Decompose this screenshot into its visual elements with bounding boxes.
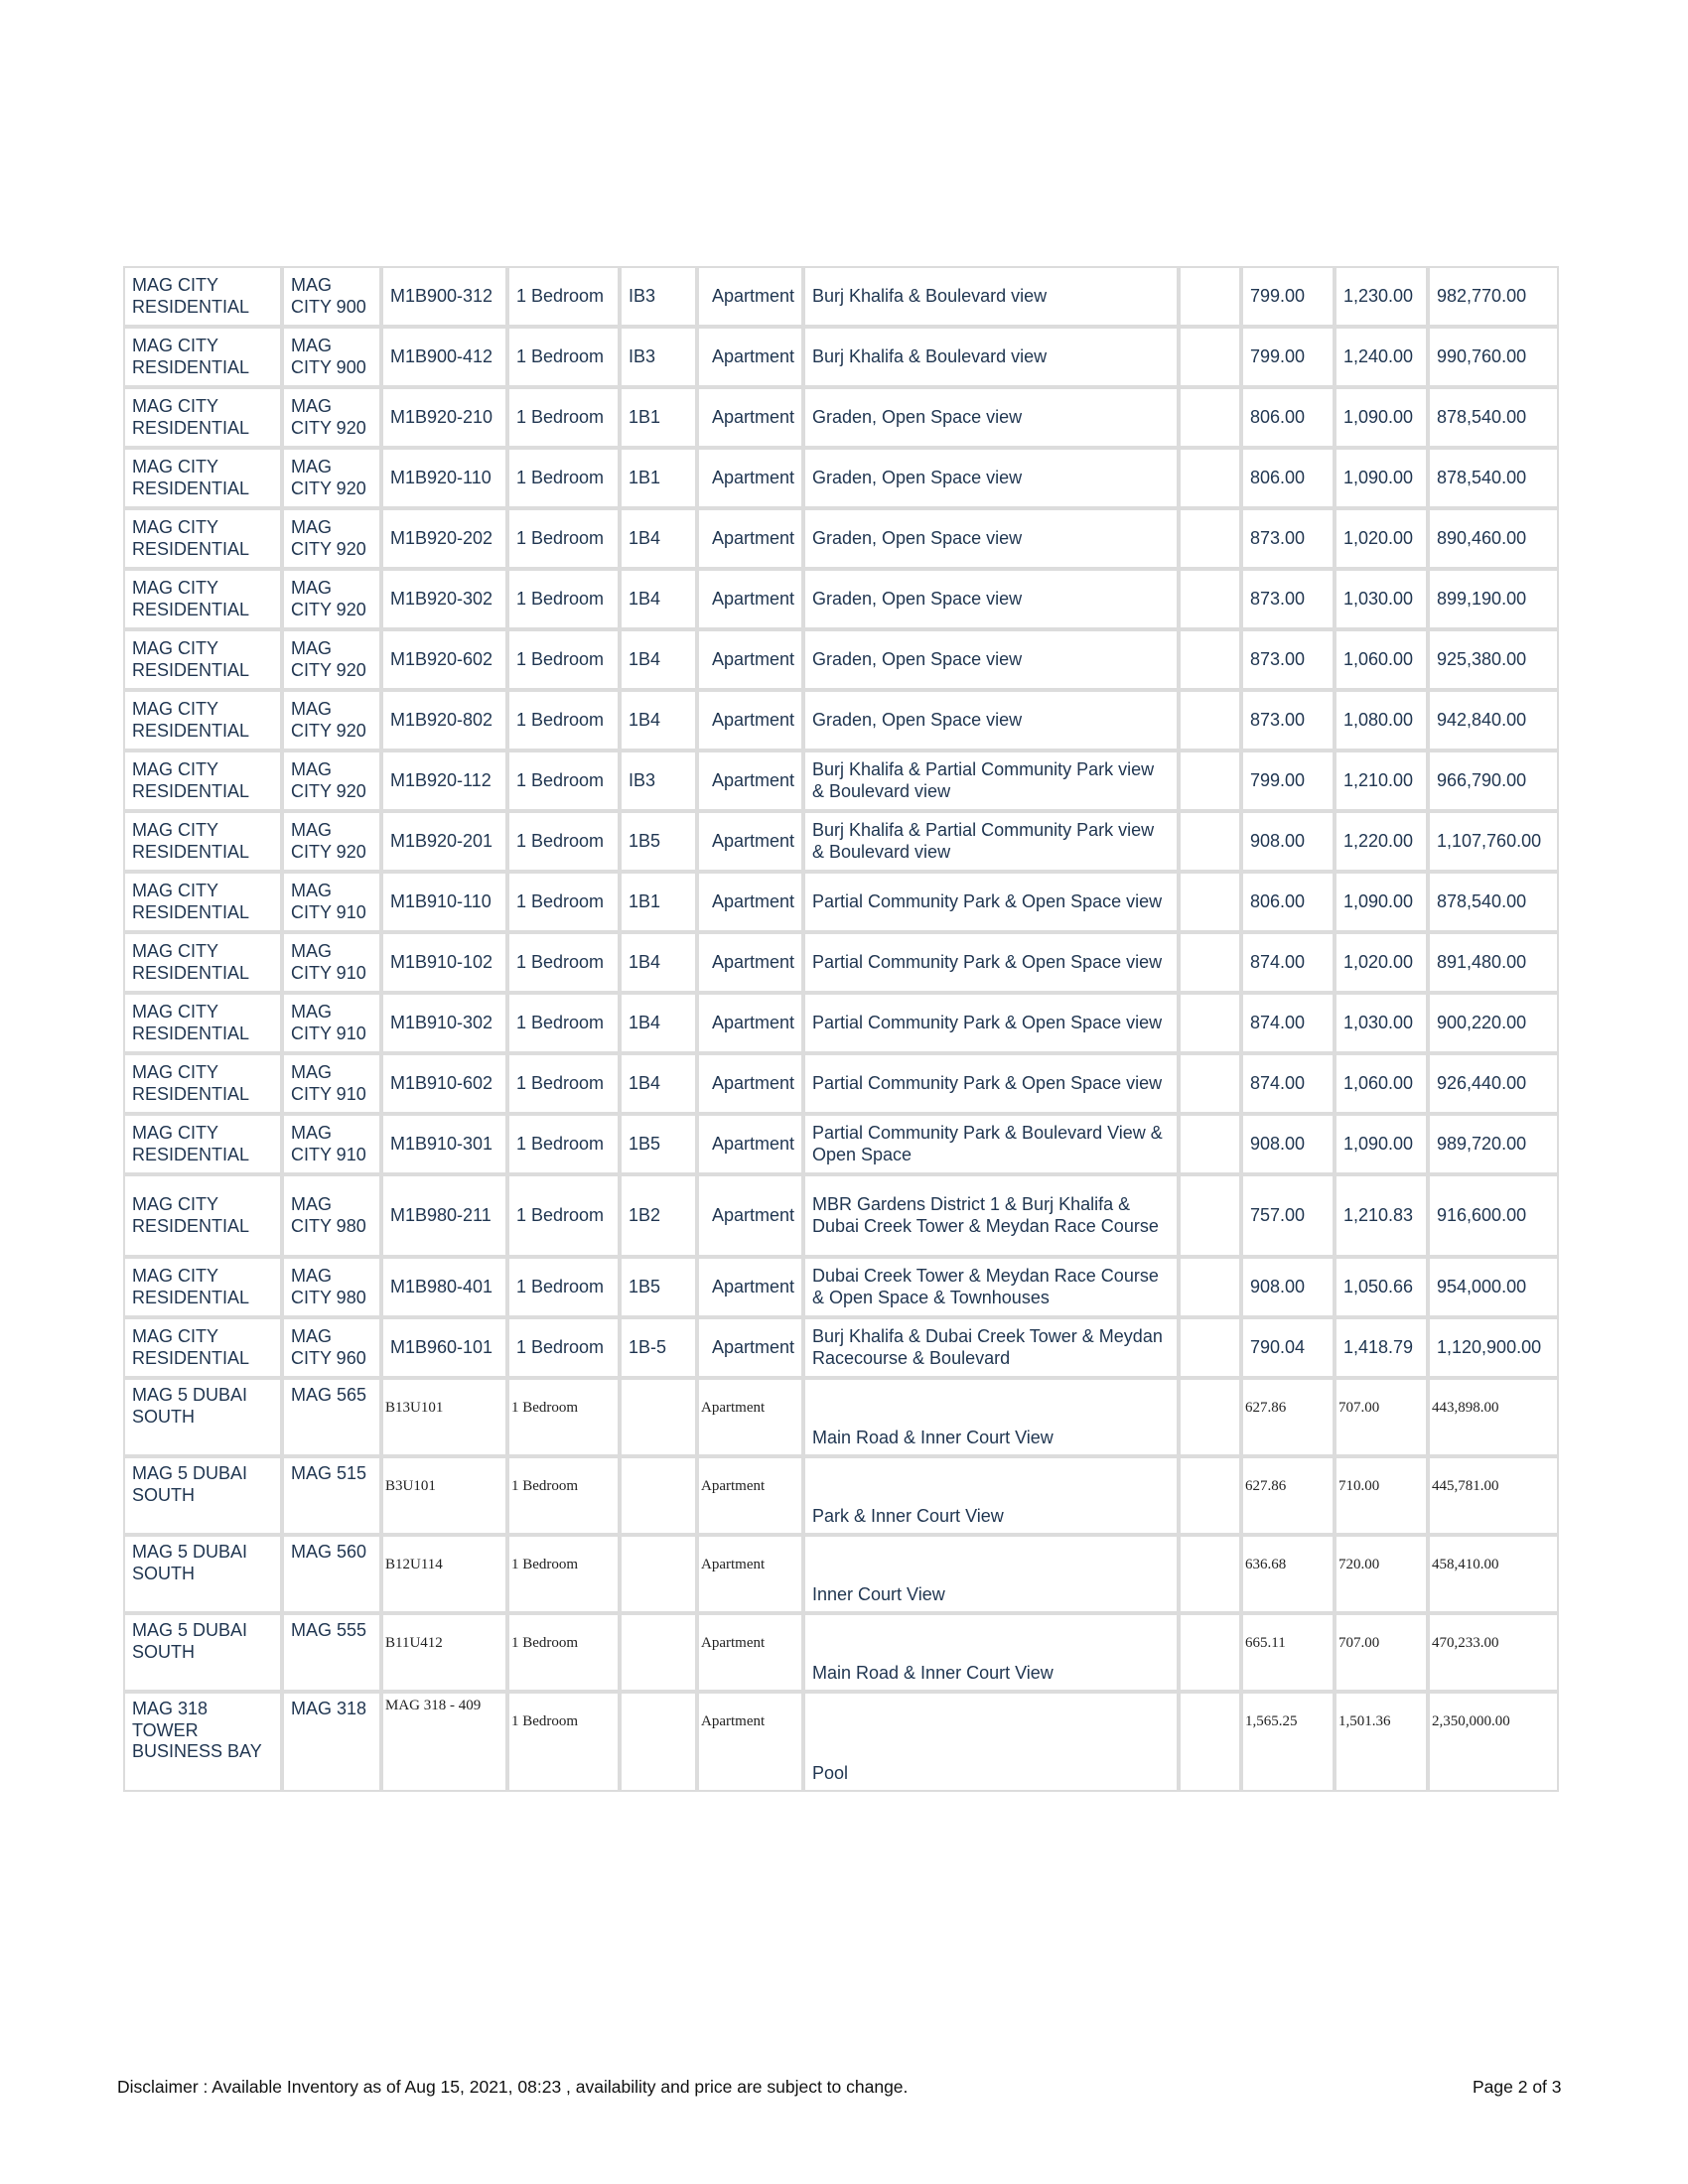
- cell-rate: 720.00: [1335, 1535, 1428, 1613]
- cell-area: 874.00: [1241, 932, 1335, 993]
- disclaimer: Disclaimer : Available Inventory as of Aug 15, 2021, 08:23 , availability and price are subject to change.: [117, 2077, 909, 2097]
- cell-unit: M1B910-602: [381, 1053, 507, 1114]
- cell-building: MAG CITY 910: [282, 1053, 381, 1114]
- cell-view: Inner Court View: [803, 1535, 1179, 1613]
- table-row: [123, 1692, 1559, 1792]
- cell-area: 799.00: [1241, 327, 1335, 387]
- cell-unit-type: 1B1: [620, 387, 697, 448]
- cell-unit: M1B920-201: [381, 811, 507, 872]
- cell-unit-type: [620, 1535, 697, 1613]
- cell-unit-type: 1B5: [620, 1257, 697, 1317]
- cell-project: MAG 5 DUBAI SOUTH: [123, 1378, 282, 1456]
- cell-view: Graden, Open Space view: [803, 448, 1179, 508]
- cell-area: 873.00: [1241, 629, 1335, 690]
- cell-building: MAG CITY 910: [282, 1114, 381, 1174]
- cell-unit: M1B920-210: [381, 387, 507, 448]
- cell-bedrooms: 1 Bedroom: [507, 1114, 620, 1174]
- cell-bedrooms: 1 Bedroom: [507, 1317, 620, 1378]
- cell-project: MAG CITY RESIDENTIAL: [123, 993, 282, 1053]
- cell-category: Apartment: [697, 266, 803, 327]
- cell-unit-type: 1B5: [620, 811, 697, 872]
- cell-building: MAG CITY 900: [282, 327, 381, 387]
- table-row: [123, 629, 1559, 690]
- cell-price: 1,120,900.00: [1428, 1317, 1559, 1378]
- cell-unit: M1B900-312: [381, 266, 507, 327]
- cell-building: MAG 565: [282, 1378, 381, 1456]
- table-row: [123, 327, 1559, 387]
- cell-unit: M1B920-602: [381, 629, 507, 690]
- cell-bedrooms: 1 Bedroom: [507, 1257, 620, 1317]
- cell-category: Apartment: [697, 932, 803, 993]
- cell-building: MAG CITY 920: [282, 508, 381, 569]
- cell-bedrooms: 1 Bedroom: [507, 266, 620, 327]
- cell-price: 900,220.00: [1428, 993, 1559, 1053]
- cell-area: 799.00: [1241, 266, 1335, 327]
- cell-rate: 1,020.00: [1335, 508, 1428, 569]
- cell-blank: [1179, 932, 1241, 993]
- cell-unit: M1B910-102: [381, 932, 507, 993]
- cell-category: Apartment: [697, 387, 803, 448]
- cell-rate: 1,090.00: [1335, 1114, 1428, 1174]
- cell-building: MAG 560: [282, 1535, 381, 1613]
- cell-building: MAG 318: [282, 1692, 381, 1792]
- table-row: [123, 1317, 1559, 1378]
- cell-bedrooms: 1 Bedroom: [507, 1053, 620, 1114]
- cell-unit: M1B920-112: [381, 751, 507, 811]
- cell-unit-type: 1B4: [620, 993, 697, 1053]
- cell-building: MAG 515: [282, 1456, 381, 1535]
- cell-building: MAG 555: [282, 1613, 381, 1692]
- cell-project: MAG CITY RESIDENTIAL: [123, 569, 282, 629]
- table-row: [123, 811, 1559, 872]
- cell-blank: [1179, 811, 1241, 872]
- cell-blank: [1179, 1053, 1241, 1114]
- cell-unit-type: [620, 1613, 697, 1692]
- table-row: [123, 1456, 1559, 1535]
- cell-unit-type: 1B4: [620, 508, 697, 569]
- cell-project: MAG CITY RESIDENTIAL: [123, 387, 282, 448]
- cell-category: Apartment: [697, 751, 803, 811]
- cell-blank: [1179, 1378, 1241, 1456]
- cell-category: Apartment: [697, 1174, 803, 1257]
- cell-building: MAG CITY 910: [282, 993, 381, 1053]
- cell-building: MAG CITY 920: [282, 811, 381, 872]
- table-row: [123, 266, 1559, 327]
- table-row: [123, 1174, 1559, 1257]
- cell-category: Apartment: [697, 1053, 803, 1114]
- cell-view: Graden, Open Space view: [803, 387, 1179, 448]
- cell-price: 878,540.00: [1428, 387, 1559, 448]
- cell-bedrooms: 1 Bedroom: [507, 569, 620, 629]
- cell-project: MAG 5 DUBAI SOUTH: [123, 1535, 282, 1613]
- table-row: [123, 690, 1559, 751]
- cell-view: Graden, Open Space view: [803, 569, 1179, 629]
- cell-view: Partial Community Park & Open Space view: [803, 993, 1179, 1053]
- cell-view: Graden, Open Space view: [803, 629, 1179, 690]
- cell-project: MAG CITY RESIDENTIAL: [123, 1257, 282, 1317]
- table-row: [123, 932, 1559, 993]
- cell-rate: 1,050.66: [1335, 1257, 1428, 1317]
- cell-rate: 1,090.00: [1335, 448, 1428, 508]
- cell-building: MAG CITY 920: [282, 387, 381, 448]
- cell-blank: [1179, 1692, 1241, 1792]
- cell-category: Apartment: [697, 1535, 803, 1613]
- cell-view: Partial Community Park & Open Space view: [803, 1053, 1179, 1114]
- cell-building: MAG CITY 920: [282, 569, 381, 629]
- cell-project: MAG 5 DUBAI SOUTH: [123, 1456, 282, 1535]
- cell-area: 806.00: [1241, 872, 1335, 932]
- cell-bedrooms: 1 Bedroom: [507, 1613, 620, 1692]
- cell-view: Park & Inner Court View: [803, 1456, 1179, 1535]
- cell-blank: [1179, 1174, 1241, 1257]
- cell-category: Apartment: [697, 1317, 803, 1378]
- cell-bedrooms: 1 Bedroom: [507, 508, 620, 569]
- cell-bedrooms: 1 Bedroom: [507, 811, 620, 872]
- cell-blank: [1179, 569, 1241, 629]
- cell-unit-type: 1B1: [620, 872, 697, 932]
- cell-view: Pool: [803, 1692, 1179, 1792]
- cell-blank: [1179, 1317, 1241, 1378]
- cell-rate: 1,020.00: [1335, 932, 1428, 993]
- cell-price: 458,410.00: [1428, 1535, 1559, 1613]
- cell-area: 874.00: [1241, 1053, 1335, 1114]
- cell-price: 954,000.00: [1428, 1257, 1559, 1317]
- cell-price: 990,760.00: [1428, 327, 1559, 387]
- table-row: [123, 872, 1559, 932]
- cell-price: 445,781.00: [1428, 1456, 1559, 1535]
- cell-unit-type: 1B1: [620, 448, 697, 508]
- cell-price: 891,480.00: [1428, 932, 1559, 993]
- cell-unit: M1B920-302: [381, 569, 507, 629]
- cell-blank: [1179, 993, 1241, 1053]
- cell-price: 926,440.00: [1428, 1053, 1559, 1114]
- cell-area: 799.00: [1241, 751, 1335, 811]
- cell-project: MAG CITY RESIDENTIAL: [123, 1317, 282, 1378]
- cell-unit-type: 1B4: [620, 569, 697, 629]
- cell-view: Graden, Open Space view: [803, 690, 1179, 751]
- table-row: [123, 1114, 1559, 1174]
- cell-area: 636.68: [1241, 1535, 1335, 1613]
- cell-unit-type: 1B4: [620, 1053, 697, 1114]
- cell-building: MAG CITY 980: [282, 1174, 381, 1257]
- cell-view: Burj Khalifa & Partial Community Park view & Boulevard view: [803, 751, 1179, 811]
- cell-bedrooms: 1 Bedroom: [507, 690, 620, 751]
- cell-project: MAG CITY RESIDENTIAL: [123, 1174, 282, 1257]
- cell-rate: 1,080.00: [1335, 690, 1428, 751]
- cell-rate: 1,030.00: [1335, 993, 1428, 1053]
- cell-category: Apartment: [697, 993, 803, 1053]
- cell-view: Main Road & Inner Court View: [803, 1613, 1179, 1692]
- cell-building: MAG CITY 900: [282, 266, 381, 327]
- cell-category: Apartment: [697, 629, 803, 690]
- table-row: [123, 1378, 1559, 1456]
- cell-rate: 1,090.00: [1335, 872, 1428, 932]
- cell-blank: [1179, 1613, 1241, 1692]
- cell-building: MAG CITY 910: [282, 932, 381, 993]
- cell-rate: 1,220.00: [1335, 811, 1428, 872]
- cell-unit-type: 1B5: [620, 1114, 697, 1174]
- cell-area: 627.86: [1241, 1456, 1335, 1535]
- cell-category: Apartment: [697, 508, 803, 569]
- table-row: [123, 1535, 1559, 1613]
- cell-category: Apartment: [697, 448, 803, 508]
- cell-category: Apartment: [697, 1378, 803, 1456]
- cell-unit: M1B920-110: [381, 448, 507, 508]
- inventory-table: [123, 266, 1559, 1792]
- cell-building: MAG CITY 960: [282, 1317, 381, 1378]
- cell-rate: 1,030.00: [1335, 569, 1428, 629]
- table-row: [123, 448, 1559, 508]
- cell-project: MAG 318 TOWER BUSINESS BAY: [123, 1692, 282, 1792]
- table-row: [123, 508, 1559, 569]
- cell-area: 806.00: [1241, 387, 1335, 448]
- cell-building: MAG CITY 980: [282, 1257, 381, 1317]
- cell-unit: M1B900-412: [381, 327, 507, 387]
- cell-price: 966,790.00: [1428, 751, 1559, 811]
- cell-area: 908.00: [1241, 811, 1335, 872]
- cell-area: 790.04: [1241, 1317, 1335, 1378]
- cell-rate: 1,060.00: [1335, 1053, 1428, 1114]
- cell-view: Burj Khalifa & Boulevard view: [803, 327, 1179, 387]
- cell-bedrooms: 1 Bedroom: [507, 1174, 620, 1257]
- cell-rate: 1,230.00: [1335, 266, 1428, 327]
- cell-area: 873.00: [1241, 508, 1335, 569]
- cell-price: 982,770.00: [1428, 266, 1559, 327]
- cell-view: Burj Khalifa & Dubai Creek Tower & Meydan Racecourse & Boulevard: [803, 1317, 1179, 1378]
- table-row: [123, 1053, 1559, 1114]
- cell-project: MAG CITY RESIDENTIAL: [123, 932, 282, 993]
- cell-unit: M1B910-110: [381, 872, 507, 932]
- cell-blank: [1179, 751, 1241, 811]
- cell-category: Apartment: [697, 327, 803, 387]
- cell-blank: [1179, 448, 1241, 508]
- cell-area: 627.86: [1241, 1378, 1335, 1456]
- table-row: [123, 1613, 1559, 1692]
- cell-view: MBR Gardens District 1 & Burj Khalifa & Dubai Creek Tower & Meydan Race Course: [803, 1174, 1179, 1257]
- cell-rate: 1,210.83: [1335, 1174, 1428, 1257]
- cell-project: MAG CITY RESIDENTIAL: [123, 629, 282, 690]
- cell-category: Apartment: [697, 690, 803, 751]
- cell-area: 757.00: [1241, 1174, 1335, 1257]
- cell-bedrooms: 1 Bedroom: [507, 1692, 620, 1792]
- cell-unit-type: [620, 1692, 697, 1792]
- cell-blank: [1179, 629, 1241, 690]
- cell-area: 1,565.25: [1241, 1692, 1335, 1792]
- cell-bedrooms: 1 Bedroom: [507, 993, 620, 1053]
- cell-view: Partial Community Park & Open Space view: [803, 872, 1179, 932]
- cell-project: MAG CITY RESIDENTIAL: [123, 751, 282, 811]
- cell-unit: MAG 318 - 409: [381, 1692, 507, 1792]
- cell-view: Partial Community Park & Open Space view: [803, 932, 1179, 993]
- cell-building: MAG CITY 920: [282, 751, 381, 811]
- page-number: Page 2 of 3: [1473, 2077, 1562, 2097]
- cell-category: Apartment: [697, 1613, 803, 1692]
- cell-category: Apartment: [697, 872, 803, 932]
- cell-rate: 710.00: [1335, 1456, 1428, 1535]
- cell-price: 989,720.00: [1428, 1114, 1559, 1174]
- cell-unit: M1B920-802: [381, 690, 507, 751]
- cell-project: MAG CITY RESIDENTIAL: [123, 448, 282, 508]
- table-row: [123, 387, 1559, 448]
- cell-rate: 1,501.36: [1335, 1692, 1428, 1792]
- cell-blank: [1179, 508, 1241, 569]
- cell-bedrooms: 1 Bedroom: [507, 327, 620, 387]
- cell-bedrooms: 1 Bedroom: [507, 1456, 620, 1535]
- cell-blank: [1179, 1114, 1241, 1174]
- table-row: [123, 569, 1559, 629]
- cell-price: 890,460.00: [1428, 508, 1559, 569]
- cell-unit: M1B910-301: [381, 1114, 507, 1174]
- cell-unit: M1B960-101: [381, 1317, 507, 1378]
- cell-blank: [1179, 1257, 1241, 1317]
- cell-unit-type: 1B4: [620, 629, 697, 690]
- cell-unit-type: 1B4: [620, 932, 697, 993]
- cell-price: 2,350,000.00: [1428, 1692, 1559, 1792]
- cell-price: 878,540.00: [1428, 448, 1559, 508]
- cell-category: Apartment: [697, 569, 803, 629]
- cell-blank: [1179, 872, 1241, 932]
- cell-rate: 1,240.00: [1335, 327, 1428, 387]
- cell-project: MAG CITY RESIDENTIAL: [123, 508, 282, 569]
- cell-bedrooms: 1 Bedroom: [507, 932, 620, 993]
- cell-unit-type: 1B4: [620, 690, 697, 751]
- cell-rate: 1,210.00: [1335, 751, 1428, 811]
- cell-area: 908.00: [1241, 1257, 1335, 1317]
- cell-unit-type: IB3: [620, 266, 697, 327]
- cell-price: 916,600.00: [1428, 1174, 1559, 1257]
- cell-bedrooms: 1 Bedroom: [507, 448, 620, 508]
- cell-category: Apartment: [697, 1257, 803, 1317]
- cell-bedrooms: 1 Bedroom: [507, 1535, 620, 1613]
- cell-unit: B12U114: [381, 1535, 507, 1613]
- cell-price: 470,233.00: [1428, 1613, 1559, 1692]
- cell-category: Apartment: [697, 811, 803, 872]
- cell-project: MAG CITY RESIDENTIAL: [123, 1114, 282, 1174]
- cell-view: Graden, Open Space view: [803, 508, 1179, 569]
- cell-building: MAG CITY 910: [282, 872, 381, 932]
- cell-bedrooms: 1 Bedroom: [507, 1378, 620, 1456]
- cell-rate: 707.00: [1335, 1613, 1428, 1692]
- cell-building: MAG CITY 920: [282, 690, 381, 751]
- cell-blank: [1179, 327, 1241, 387]
- cell-unit: M1B910-302: [381, 993, 507, 1053]
- cell-blank: [1179, 1456, 1241, 1535]
- cell-category: Apartment: [697, 1692, 803, 1792]
- cell-bedrooms: 1 Bedroom: [507, 629, 620, 690]
- cell-price: 899,190.00: [1428, 569, 1559, 629]
- table-row: [123, 993, 1559, 1053]
- cell-rate: 1,060.00: [1335, 629, 1428, 690]
- cell-unit-type: 1B2: [620, 1174, 697, 1257]
- cell-view: Burj Khalifa & Partial Community Park view & Boulevard view: [803, 811, 1179, 872]
- cell-project: MAG CITY RESIDENTIAL: [123, 1053, 282, 1114]
- cell-unit: M1B920-202: [381, 508, 507, 569]
- cell-view: Dubai Creek Tower & Meydan Race Course & Open Space & Townhouses: [803, 1257, 1179, 1317]
- cell-view: Burj Khalifa & Boulevard view: [803, 266, 1179, 327]
- cell-area: 873.00: [1241, 569, 1335, 629]
- cell-unit-type: [620, 1456, 697, 1535]
- cell-project: MAG 5 DUBAI SOUTH: [123, 1613, 282, 1692]
- cell-blank: [1179, 266, 1241, 327]
- cell-unit: B11U412: [381, 1613, 507, 1692]
- cell-area: 874.00: [1241, 993, 1335, 1053]
- cell-area: 806.00: [1241, 448, 1335, 508]
- cell-project: MAG CITY RESIDENTIAL: [123, 327, 282, 387]
- cell-bedrooms: 1 Bedroom: [507, 751, 620, 811]
- cell-unit: B3U101: [381, 1456, 507, 1535]
- cell-price: 942,840.00: [1428, 690, 1559, 751]
- cell-project: MAG CITY RESIDENTIAL: [123, 872, 282, 932]
- cell-category: Apartment: [697, 1114, 803, 1174]
- cell-view: Partial Community Park & Boulevard View & Open Space: [803, 1114, 1179, 1174]
- cell-project: MAG CITY RESIDENTIAL: [123, 811, 282, 872]
- cell-project: MAG CITY RESIDENTIAL: [123, 266, 282, 327]
- cell-rate: 1,418.79: [1335, 1317, 1428, 1378]
- cell-rate: 707.00: [1335, 1378, 1428, 1456]
- cell-view: Main Road & Inner Court View: [803, 1378, 1179, 1456]
- inventory-body: [123, 266, 1559, 1792]
- cell-unit: M1B980-211: [381, 1174, 507, 1257]
- cell-unit-type: IB3: [620, 751, 697, 811]
- cell-category: Apartment: [697, 1456, 803, 1535]
- cell-blank: [1179, 387, 1241, 448]
- cell-unit-type: 1B-5: [620, 1317, 697, 1378]
- cell-unit: M1B980-401: [381, 1257, 507, 1317]
- table-row: [123, 751, 1559, 811]
- cell-price: 925,380.00: [1428, 629, 1559, 690]
- cell-bedrooms: 1 Bedroom: [507, 387, 620, 448]
- cell-price: 443,898.00: [1428, 1378, 1559, 1456]
- cell-area: 665.11: [1241, 1613, 1335, 1692]
- cell-area: 873.00: [1241, 690, 1335, 751]
- cell-bedrooms: 1 Bedroom: [507, 872, 620, 932]
- table-row: [123, 1257, 1559, 1317]
- cell-unit-type: [620, 1378, 697, 1456]
- cell-price: 878,540.00: [1428, 872, 1559, 932]
- cell-rate: 1,090.00: [1335, 387, 1428, 448]
- cell-area: 908.00: [1241, 1114, 1335, 1174]
- cell-building: MAG CITY 920: [282, 629, 381, 690]
- cell-blank: [1179, 1535, 1241, 1613]
- cell-building: MAG CITY 920: [282, 448, 381, 508]
- cell-unit: B13U101: [381, 1378, 507, 1456]
- cell-unit-type: IB3: [620, 327, 697, 387]
- cell-price: 1,107,760.00: [1428, 811, 1559, 872]
- cell-blank: [1179, 690, 1241, 751]
- cell-project: MAG CITY RESIDENTIAL: [123, 690, 282, 751]
